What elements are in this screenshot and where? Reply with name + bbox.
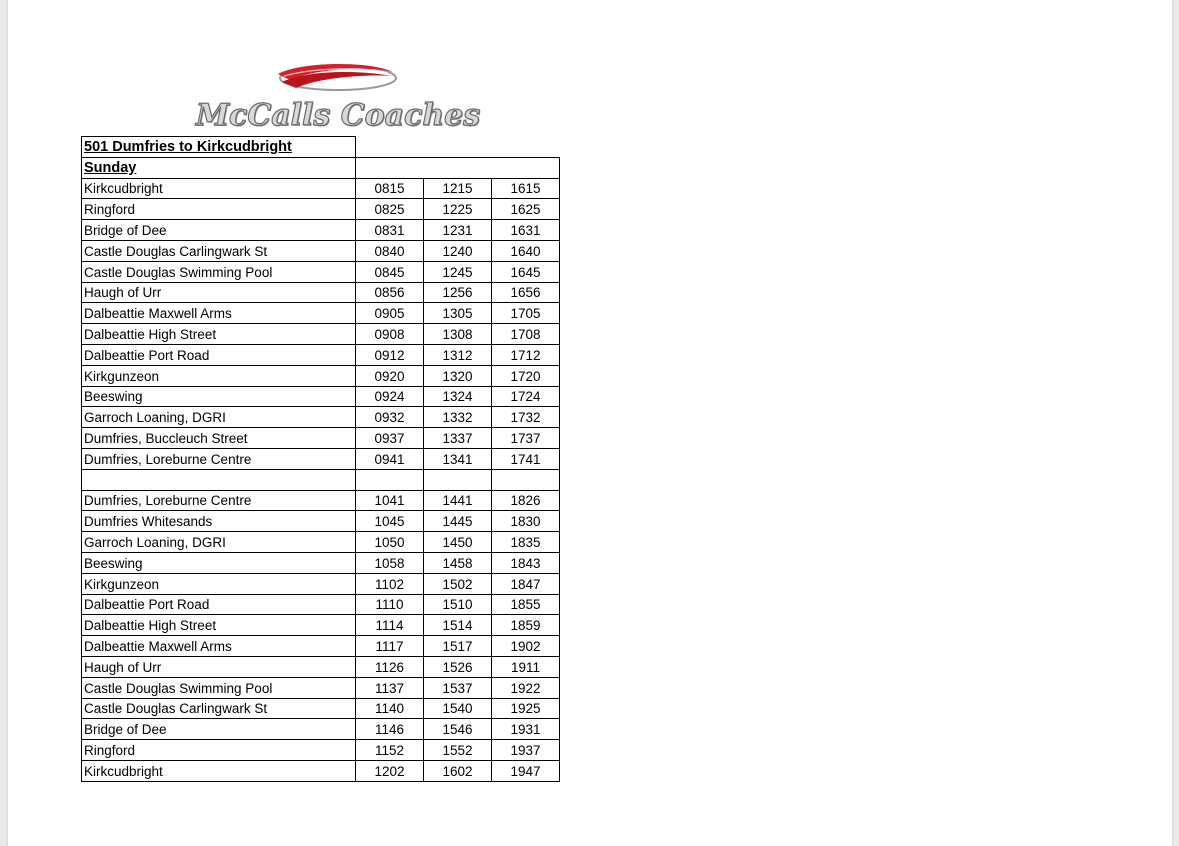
departure-time: 0840 [356, 240, 424, 261]
swoosh-logo-icon [178, 60, 498, 100]
table-row [82, 178, 560, 199]
departure-time: 1050 [356, 532, 424, 553]
departure-time: 1826 [492, 490, 560, 511]
departure-time: 1308 [424, 324, 492, 345]
empty-cell [492, 469, 560, 490]
departure-time: 1058 [356, 552, 424, 573]
stop-name: Castle Douglas Swimming Pool [82, 261, 356, 282]
table-row [82, 594, 560, 615]
logo-wordmark: McCalls Coaches [195, 98, 481, 133]
departure-time: 1240 [424, 240, 492, 261]
departure-time: 1925 [492, 698, 560, 719]
stop-name: Bridge of Dee [82, 719, 356, 740]
timetable-day-row [82, 157, 560, 178]
departure-time: 1045 [356, 511, 424, 532]
stop-name: Dumfries Whitesands [82, 511, 356, 532]
departure-time: 1225 [424, 199, 492, 220]
stop-name: Dalbeattie Port Road [82, 344, 356, 365]
table-row [82, 220, 560, 241]
stop-name: Kirkcudbright [82, 178, 356, 199]
stop-name: Dumfries, Loreburne Centre [82, 490, 356, 511]
departure-time: 1337 [424, 428, 492, 449]
departure-time: 1324 [424, 386, 492, 407]
departure-time: 1514 [424, 615, 492, 636]
timetable-title-row [82, 137, 560, 158]
departure-time: 1705 [492, 303, 560, 324]
departure-time: 1732 [492, 407, 560, 428]
stop-name: Kirkcudbright [82, 760, 356, 781]
departure-time: 0856 [356, 282, 424, 303]
table-row [82, 324, 560, 345]
departure-time: 0912 [356, 344, 424, 365]
departure-time: 0845 [356, 261, 424, 282]
table-row [82, 532, 560, 553]
departure-time: 0924 [356, 386, 424, 407]
departure-time: 1737 [492, 428, 560, 449]
service-day: Sunday [82, 157, 356, 178]
table-row [82, 428, 560, 449]
departure-time: 1615 [492, 178, 560, 199]
table-row [82, 719, 560, 740]
departure-time: 1202 [356, 760, 424, 781]
departure-time: 1540 [424, 698, 492, 719]
table-row [82, 656, 560, 677]
departure-time: 1450 [424, 532, 492, 553]
stop-name: Garroch Loaning, DGRI [82, 407, 356, 428]
table-row [82, 636, 560, 657]
departure-time: 1911 [492, 656, 560, 677]
stop-name: Dalbeattie High Street [82, 615, 356, 636]
departure-time: 0831 [356, 220, 424, 241]
departure-time: 1640 [492, 240, 560, 261]
table-row [82, 199, 560, 220]
departure-time: 1517 [424, 636, 492, 657]
bus-timetable [81, 136, 560, 782]
departure-time: 0905 [356, 303, 424, 324]
departure-time: 1312 [424, 344, 492, 365]
departure-time: 1140 [356, 698, 424, 719]
departure-time: 1922 [492, 677, 560, 698]
table-row [82, 261, 560, 282]
day-spacer [356, 157, 560, 178]
departure-time: 1537 [424, 677, 492, 698]
table-row [82, 303, 560, 324]
departure-time: 1231 [424, 220, 492, 241]
departure-time: 0815 [356, 178, 424, 199]
departure-time: 1114 [356, 615, 424, 636]
departure-time: 1625 [492, 199, 560, 220]
title-spacer [356, 137, 560, 158]
table-row [82, 240, 560, 261]
stop-name: Dumfries, Loreburne Centre [82, 448, 356, 469]
departure-time: 1947 [492, 760, 560, 781]
departure-time: 1445 [424, 511, 492, 532]
departure-time: 1041 [356, 490, 424, 511]
departure-time: 1602 [424, 760, 492, 781]
departure-time: 1256 [424, 282, 492, 303]
stop-name: Kirkgunzeon [82, 365, 356, 386]
table-row [82, 407, 560, 428]
departure-time: 1937 [492, 740, 560, 761]
stop-name: Beeswing [82, 386, 356, 407]
route-title: 501 Dumfries to Kirkcudbright [82, 137, 356, 158]
empty-cell [356, 469, 424, 490]
stop-name: Dalbeattie Maxwell Arms [82, 636, 356, 657]
departure-time: 1146 [356, 719, 424, 740]
stop-name: Ringford [82, 740, 356, 761]
stop-name: Castle Douglas Carlingwark St [82, 240, 356, 261]
departure-time: 1552 [424, 740, 492, 761]
departure-time: 1931 [492, 719, 560, 740]
empty-cell [82, 469, 356, 490]
table-row [82, 386, 560, 407]
table-row [82, 677, 560, 698]
table-row [82, 448, 560, 469]
stop-name: Bridge of Dee [82, 220, 356, 241]
departure-time: 1502 [424, 573, 492, 594]
stop-name: Castle Douglas Carlingwark St [82, 698, 356, 719]
departure-time: 1855 [492, 594, 560, 615]
table-row [82, 344, 560, 365]
table-row [82, 490, 560, 511]
stop-name: Kirkgunzeon [82, 573, 356, 594]
departure-time: 1152 [356, 740, 424, 761]
departure-time: 1546 [424, 719, 492, 740]
departure-time: 1720 [492, 365, 560, 386]
departure-time: 1526 [424, 656, 492, 677]
departure-time: 1510 [424, 594, 492, 615]
departure-time: 1645 [492, 261, 560, 282]
departure-time: 1631 [492, 220, 560, 241]
departure-time: 1305 [424, 303, 492, 324]
departure-time: 1712 [492, 344, 560, 365]
departure-time: 1126 [356, 656, 424, 677]
stop-name: Garroch Loaning, DGRI [82, 532, 356, 553]
departure-time: 1341 [424, 448, 492, 469]
stop-name: Haugh of Urr [82, 656, 356, 677]
departure-time: 0908 [356, 324, 424, 345]
document-page [8, 0, 1172, 846]
company-logo [178, 60, 498, 132]
empty-cell [424, 469, 492, 490]
stop-name: Dumfries, Buccleuch Street [82, 428, 356, 449]
departure-time: 0920 [356, 365, 424, 386]
departure-time: 1215 [424, 178, 492, 199]
departure-time: 1656 [492, 282, 560, 303]
departure-time: 0937 [356, 428, 424, 449]
departure-time: 1724 [492, 386, 560, 407]
departure-time: 1859 [492, 615, 560, 636]
departure-time: 1835 [492, 532, 560, 553]
section-separator-row [82, 469, 560, 490]
departure-time: 1332 [424, 407, 492, 428]
table-row [82, 760, 560, 781]
departure-time: 1843 [492, 552, 560, 573]
departure-time: 1245 [424, 261, 492, 282]
departure-time: 1441 [424, 490, 492, 511]
departure-time: 1830 [492, 511, 560, 532]
departure-time: 1741 [492, 448, 560, 469]
stop-name: Haugh of Urr [82, 282, 356, 303]
departure-time: 1102 [356, 573, 424, 594]
departure-time: 1117 [356, 636, 424, 657]
departure-time: 1320 [424, 365, 492, 386]
stop-name: Dalbeattie High Street [82, 324, 356, 345]
table-row [82, 698, 560, 719]
departure-time: 1708 [492, 324, 560, 345]
table-row [82, 615, 560, 636]
departure-time: 0941 [356, 448, 424, 469]
departure-time: 1902 [492, 636, 560, 657]
departure-time: 1458 [424, 552, 492, 573]
stop-name: Ringford [82, 199, 356, 220]
table-row [82, 511, 560, 532]
departure-time: 1137 [356, 677, 424, 698]
table-row [82, 573, 560, 594]
table-row [82, 552, 560, 573]
stop-name: Beeswing [82, 552, 356, 573]
table-row [82, 740, 560, 761]
departure-time: 1847 [492, 573, 560, 594]
table-row [82, 282, 560, 303]
stop-name: Dalbeattie Port Road [82, 594, 356, 615]
departure-time: 1110 [356, 594, 424, 615]
stop-name: Castle Douglas Swimming Pool [82, 677, 356, 698]
stop-name: Dalbeattie Maxwell Arms [82, 303, 356, 324]
table-row [82, 365, 560, 386]
departure-time: 0932 [356, 407, 424, 428]
departure-time: 0825 [356, 199, 424, 220]
